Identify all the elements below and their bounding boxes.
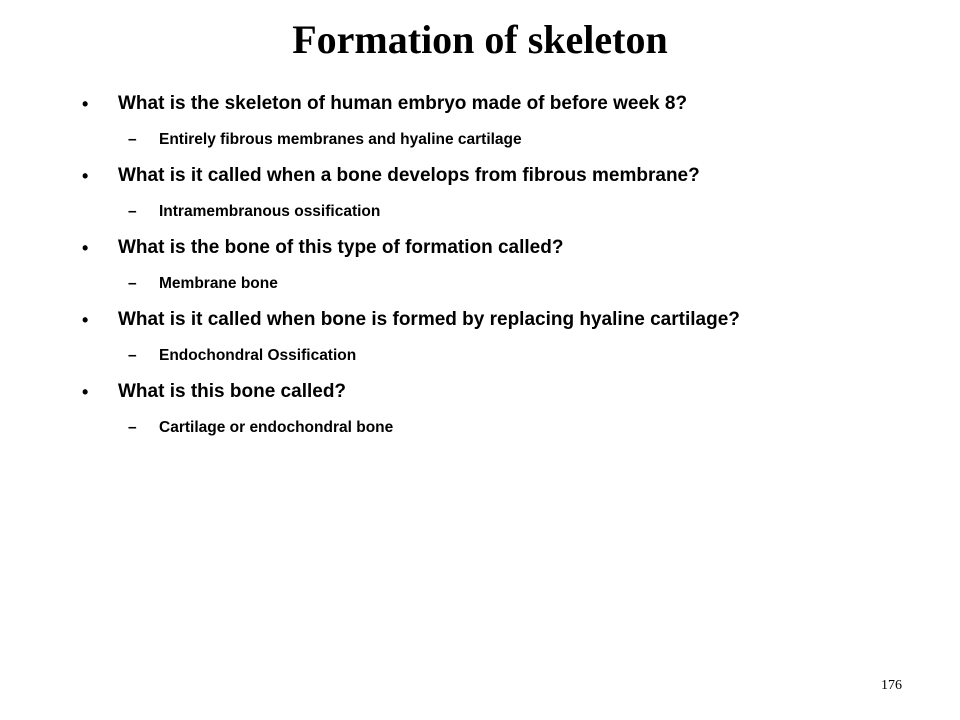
question-label: What is it called when a bone develops from fibrous membrane? [118, 165, 700, 186]
dash-icon: – [128, 347, 137, 364]
bullet-list [76, 86, 926, 446]
question-label: What is the skeleton of human embryo made of before week 8? [118, 93, 688, 114]
dash-icon: – [128, 419, 137, 436]
answer-label: Endochondral Ossification [159, 347, 357, 364]
bullet-icon: • [82, 166, 89, 186]
dash-icon: – [128, 203, 137, 220]
dash-icon: – [128, 275, 137, 292]
dash-icon: – [128, 131, 137, 148]
answer-label: Cartilage or endochondral bone [159, 419, 394, 436]
answer-text [76, 122, 926, 158]
question-text [76, 302, 926, 338]
bullet-icon: • [82, 238, 89, 258]
bullet-icon: • [82, 94, 89, 114]
question-text [76, 374, 926, 410]
answer-text [76, 410, 926, 446]
question-label: What is this bone called? [118, 381, 347, 402]
bullet-icon: • [82, 310, 89, 330]
bullet-icon: • [82, 382, 89, 402]
answer-text [76, 338, 926, 374]
slide-title: Formation of skeleton [292, 17, 668, 62]
answer-label: Entirely fibrous membranes and hyaline cartilage [159, 131, 522, 148]
page-number: 176 [881, 678, 902, 693]
answer-text [76, 194, 926, 230]
question-label: What is the bone of this type of formation called? [118, 237, 564, 258]
qa-item [76, 230, 926, 302]
answer-label: Intramembranous ossification [159, 203, 381, 220]
qa-item [76, 374, 926, 446]
qa-item [76, 302, 926, 374]
question-text [76, 86, 926, 122]
question-text [76, 158, 926, 194]
qa-item [76, 158, 926, 230]
qa-item [76, 86, 926, 158]
answer-text [76, 266, 926, 302]
question-label: What is it called when bone is formed by replacing hyaline cartilage? [118, 309, 740, 330]
answer-label: Membrane bone [159, 275, 278, 292]
question-text [76, 230, 926, 266]
